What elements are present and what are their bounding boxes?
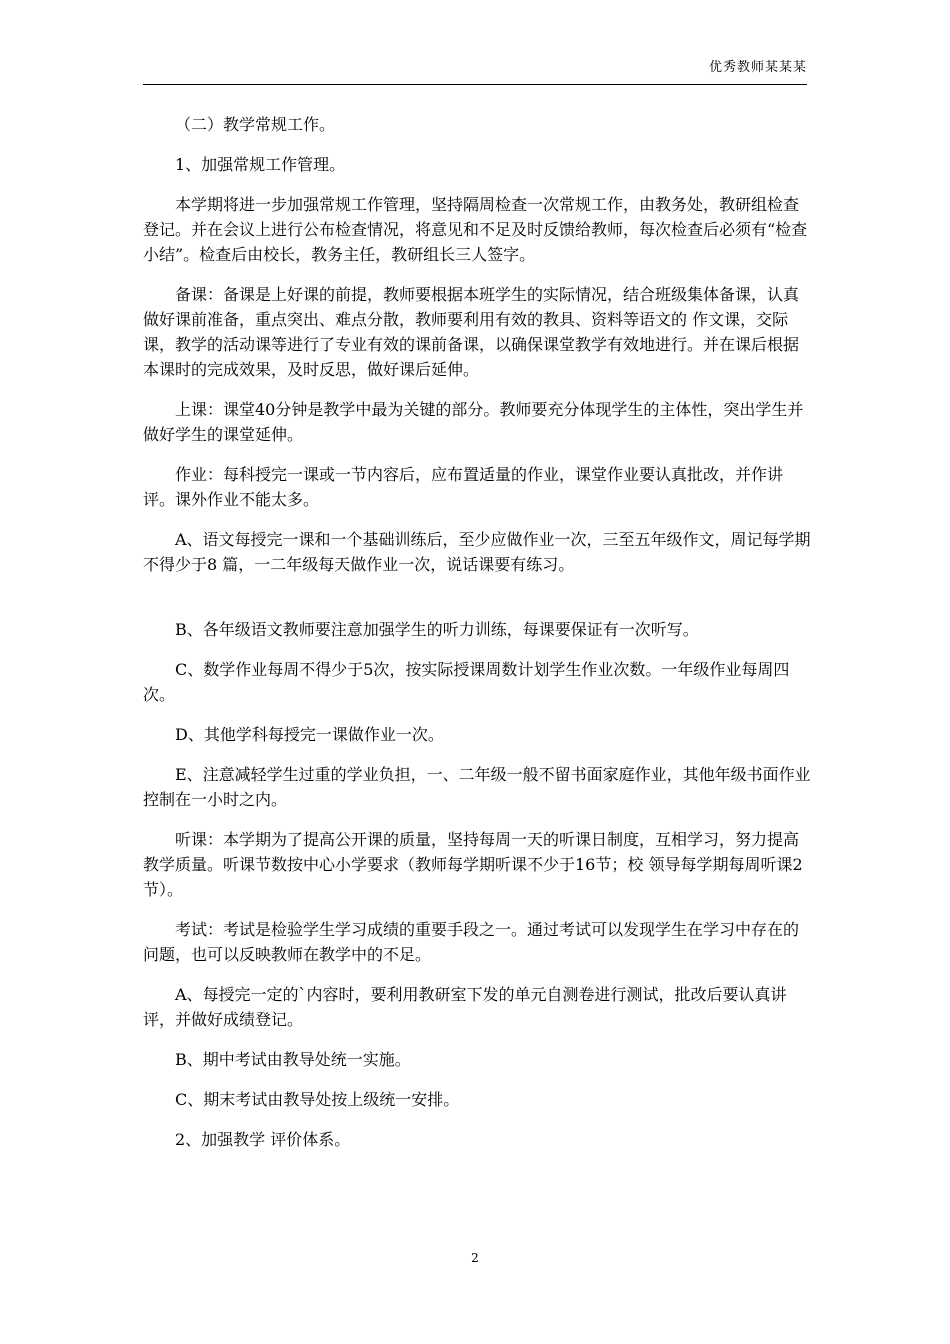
subsection-heading-evaluation: 2、加强教学 评价体系。	[175, 1130, 351, 1149]
paragraph-exams: 考试：考试是检验学生学习成绩的重要手段之一。通过考试可以发现学生在学习中存在的问题，也可以反映教师在教学中的不足。	[143, 920, 800, 964]
section-heading: （二）教学常规工作。	[175, 115, 336, 134]
page-number: 2	[471, 1251, 479, 1265]
paragraph-teaching: 上课：课堂40分钟是教学中最为关键的部分。教师要充分体现学生的主体性，突出学生并做好学生的课堂延伸。	[143, 400, 804, 444]
document-body	[143, 112, 811, 1167]
paragraph-observation: 听课：本学期为了提高公开课的质量，坚持每周一天的听课日制度，互相学习，努力提高教学质量。听课节数按中心小学要求（教师每学期听课不少于16节；校 领导每学期每周听课2节）。	[143, 830, 803, 899]
header-title: 优秀教师某某某	[708, 60, 807, 75]
subsection-heading: 1、加强常规工作管理。	[175, 155, 346, 174]
paragraph-lesson-prep: 备课：备课是上好课的前提，教师要根据本班学生的实际情况，结合班级集体备课，认真做好课前准备，重点突出、难点分散，教师要利用有效的教具、资料等语文的 作文课，交际课，教学的活动课等进行了专业有效的课前备课，以确保课堂教学有效地进行。并在课后根据本课时的完成效果，及时反思，做好课后延伸。	[143, 285, 800, 379]
header-divider	[143, 84, 807, 85]
list-item-homework-e: E、注意减轻学生过重的学业负担，一、二年级一般不留书面家庭作业，其他年级书面作业控制在一小时之内。	[143, 765, 811, 809]
list-item-exam-b: B、期中考试由教导处统一实施。	[175, 1050, 411, 1069]
paragraph-homework: 作业：每科授完一课或一节内容后，应布置适量的作业，课堂作业要认真批改，并作讲评。课外作业不能太多。	[143, 465, 784, 509]
list-item-exam-c: C、期末考试由教导处按上级统一安排。	[175, 1090, 460, 1109]
list-item-homework-b: B、各年级语文教师要注意加强学生的听力训练，每课要保证有一次听写。	[175, 620, 699, 639]
paragraph-management: 本学期将进一步加强常规工作管理，坚持隔周检查一次常规工作，由教务处，教研组检查登记。并在会议上进行公布检查情况，将意见和不足及时反馈给教师，每次检查后必须有“检查 小结”。检查后由校长，教务主任，教研组长三人签字。	[143, 195, 813, 264]
list-item-homework-c: C、数学作业每周不得少于5次，按实际授课周数计划学生作业次数。一年级作业每周四次。	[143, 660, 790, 704]
list-item-exam-a: A、每授完一定的`内容时，要利用教研室下发的单元自测卷进行测试，批改后要认真讲评，并做好成绩登记。	[143, 985, 787, 1029]
list-item-homework-a: A、语文每授完一课和一个基础训练后，至少应做作业一次，三至五年级作文，周记每学期不得少于8 篇，一二年级每天做作业一次，说话课要有练习。	[143, 530, 811, 574]
list-item-homework-d: D、其他学科每授完一课做作业一次。	[175, 725, 444, 744]
